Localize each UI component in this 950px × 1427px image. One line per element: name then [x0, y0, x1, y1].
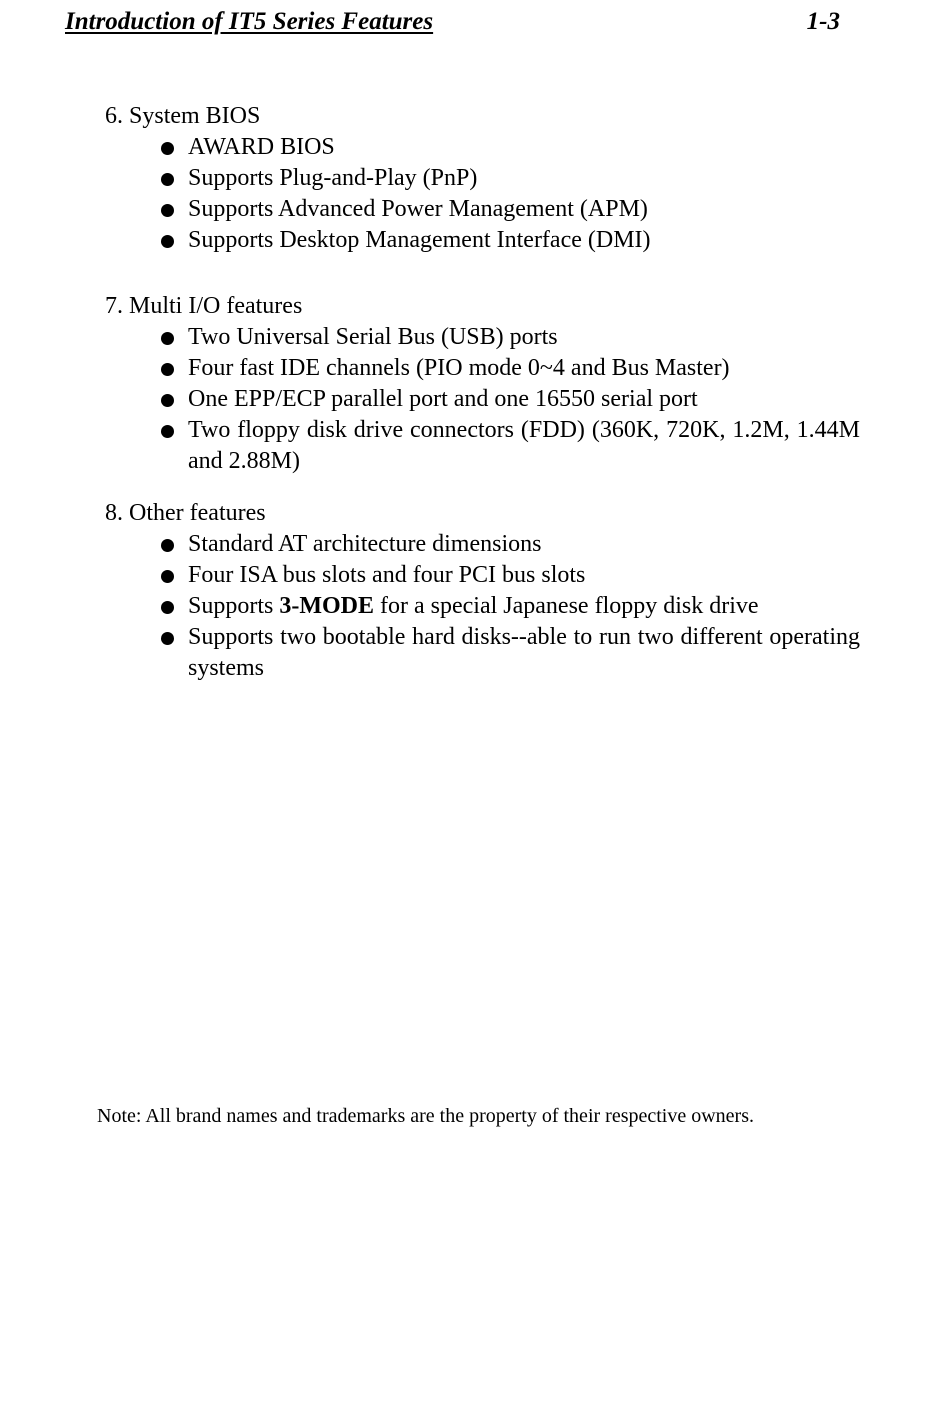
bullet-icon — [161, 363, 174, 376]
list-item-text: Supports Advanced Power Management (APM) — [188, 196, 648, 222]
header-title: Introduction of IT5 Series Features — [65, 8, 434, 35]
page-number: 1-3 — [806, 8, 840, 35]
list-item-text: Supports two bootable hard disks--able to run two different operating systems — [188, 624, 860, 681]
section-system-bios — [105, 101, 860, 256]
bullet-icon — [161, 332, 174, 345]
section-title: 8. Other features — [105, 500, 266, 526]
list-item — [105, 560, 860, 591]
list-item-text: Two floppy disk drive connectors (FDD) (360K, 720K, 1.2M, 1.44M and 2.88M) — [188, 417, 860, 474]
list-item-text-bold: 3-MODE — [279, 593, 375, 619]
list-item-text: One EPP/ECP parallel port and one 16550 serial port — [188, 386, 698, 412]
bullet-icon — [161, 142, 174, 155]
list-item — [105, 322, 860, 353]
list-item-text: Standard AT architecture dimensions — [188, 531, 542, 557]
list-item — [105, 132, 860, 163]
bullet-icon — [161, 425, 174, 438]
list-item-text: Four ISA bus slots and four PCI bus slots — [188, 562, 586, 588]
section-multi-io — [105, 291, 860, 477]
list-item — [105, 194, 860, 225]
bullet-icon — [161, 173, 174, 186]
bullet-list — [105, 529, 860, 684]
bullet-icon — [161, 539, 174, 552]
section-title: 7. Multi I/O features — [105, 293, 303, 319]
list-item — [105, 415, 860, 477]
list-item-text: Two Universal Serial Bus (USB) ports — [188, 324, 558, 350]
list-item-text-before: Supports — [188, 593, 280, 619]
bullet-icon — [161, 632, 174, 645]
list-item-text: Supports Desktop Management Interface (DMI) — [188, 227, 651, 253]
bullet-icon — [161, 235, 174, 248]
page-header — [65, 8, 840, 42]
list-item — [105, 353, 860, 384]
bullet-icon — [161, 601, 174, 614]
bullet-list — [105, 322, 860, 477]
bullet-icon — [161, 204, 174, 217]
bullet-icon — [161, 394, 174, 407]
list-item-text: Four fast IDE channels (PIO mode 0~4 and Bus Master) — [188, 355, 730, 381]
list-item-text-after: for a special Japanese floppy disk drive — [374, 593, 759, 619]
list-item-text: AWARD BIOS — [188, 134, 335, 160]
footnote: Note: All brand names and trademarks are the property of their respective owners. — [97, 1105, 754, 1127]
list-item-text: Supports Plug-and-Play (PnP) — [188, 165, 478, 191]
list-item — [105, 384, 860, 415]
list-item — [105, 163, 860, 194]
list-item — [105, 591, 860, 622]
bullet-list — [105, 132, 860, 256]
bullet-icon — [161, 570, 174, 583]
list-item-text — [188, 593, 759, 619]
section-other-features — [105, 498, 860, 684]
list-item — [105, 225, 860, 256]
list-item — [105, 529, 860, 560]
section-title: 6. System BIOS — [105, 103, 261, 129]
list-item — [105, 622, 860, 684]
